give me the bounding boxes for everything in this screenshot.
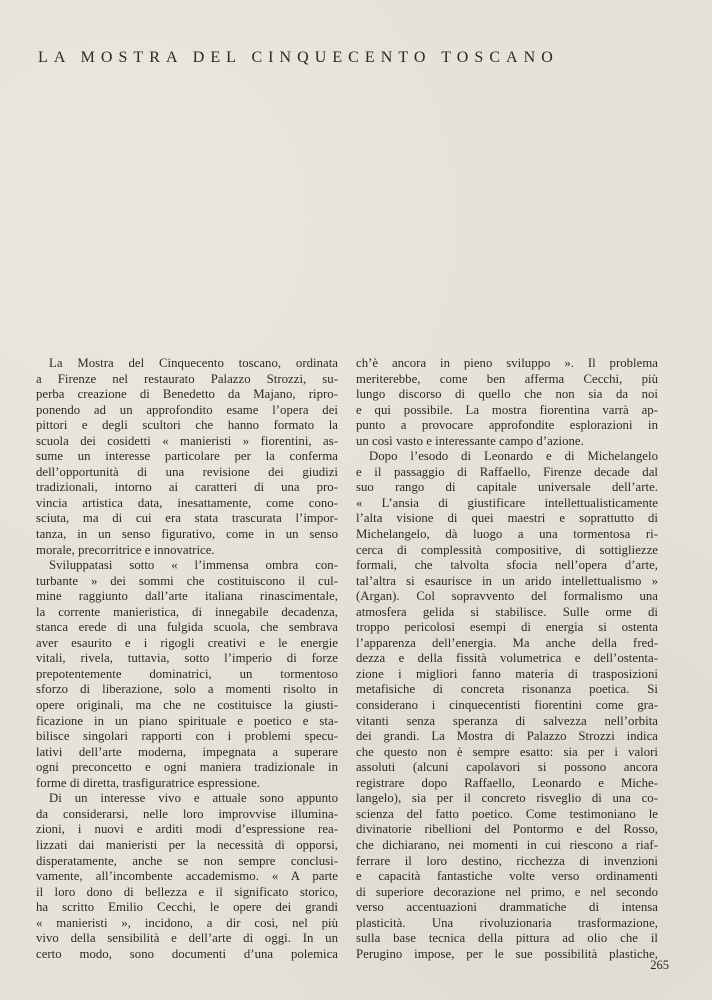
right-line-15: tal’altra si esaurisce in un arido intellettualismo »	[356, 573, 658, 588]
right-line-23: considerano i cinquecentisti fiorentini come gra-	[356, 698, 658, 713]
right-line-14: formali, che talvolta sfocia nell’opera d’arte,	[356, 558, 658, 573]
left-line-13: morale, precorritrice e innovatrice.	[36, 542, 215, 557]
left-line-19: aver esaurito e i rigogli creativi e le energie	[36, 635, 338, 650]
right-line-31: divinatorie ribellioni del Pontormo e del Rosso,	[356, 822, 658, 837]
left-line-36: ha scritto Emilio Cecchi, le opere dei grandi	[36, 900, 338, 915]
left-line-30: da considerarsi, nelle loro improvvise illumina-	[36, 806, 338, 821]
blank-illustration-area	[36, 82, 660, 344]
right-line-27: assoluti (alcuni capolavori si possono ancora	[356, 760, 658, 775]
right-line-18: troppo pericolosi esempi di energia si ostenta	[356, 620, 658, 635]
right-line-3: lungo discorso di quello che non sia da noi	[356, 387, 658, 402]
left-line-32: lizzati dai manieristi per la necessità di opporsi,	[36, 837, 338, 852]
left-line-34: vamente, all’incombente accademismo. « A parte	[36, 869, 338, 884]
right-line-16: (Argan). Col sopravvento del formalismo una	[356, 589, 658, 604]
left-line-17: la corrente manieristica, di innegabile decadenza,	[36, 604, 338, 619]
left-line-39: certo modo, sono documenti d’una polemica	[36, 946, 338, 961]
left-line-24: ficazione in un piano spirituale e poetico e sta-	[36, 713, 338, 728]
right-line-34: e capacità fantastiche volte verso ordinamenti	[356, 869, 658, 884]
left-line-8: dell’opportunità di una revisione dei giudizi	[36, 464, 338, 479]
running-head-title: LA MOSTRA DEL CINQUECENTO TOSCANO	[38, 49, 559, 66]
right-line-26: che questo non è sempre esatto: sia per i valori	[356, 744, 658, 759]
left-line-23: opere originali, ma che ne costituisce la giusti-	[36, 698, 338, 713]
left-line-7: sume un interesse particolare per la conferma	[36, 449, 338, 464]
right-line-10: « L’ansia di giustificare intellettualisticamente	[356, 495, 658, 510]
left-line-22: sforzo di liberazione, solo a momenti risolto in	[36, 682, 338, 697]
left-line-27: ogni preconcetto e ogni maniera tradizionale in	[36, 760, 338, 775]
right-line-32: che dichiarano, nei momenti in cui riescono a riaf-	[356, 837, 658, 852]
left-line-20: vitali, rivela, tuttavia, sotto l’imperio di forze	[36, 651, 338, 666]
left-line-1: La Mostra del Cinquecento toscano, ordinata	[49, 356, 338, 370]
left-line-4: ponendo ad un approfondito esame l’opera dei	[36, 402, 338, 417]
right-line-13: cerca di complessità compositive, di sottigliezze	[356, 542, 658, 557]
left-line-38: vivo della sensibilità e dell’arte di oggi. In un	[36, 931, 338, 946]
left-line-6: scuola dei cosidetti « manieristi » fiorentini, as-	[36, 433, 338, 448]
left-line-14: Sviluppatasi sotto « l’immensa ombra con-	[49, 558, 338, 573]
right-line-33: ferrare il loro destino, ricchezza di invenzioni	[356, 853, 658, 868]
right-line-2: meriterebbe, come ben afferma Cecchi, più	[356, 371, 658, 386]
right-line-22: metafisiche di concreta risonanza poetica. Si	[356, 682, 658, 697]
right-line-20: dezza e della fissità volumetrica e dell’ostenta-	[356, 651, 658, 666]
right-line-4: e qui possibile. La mostra fiorentina varrà ap-	[356, 402, 658, 417]
right-line-35: di superiore decorazione nel primo, e nel secondo	[356, 884, 658, 899]
right-line-36: verso accentuazioni drammatiche di intensa	[356, 900, 658, 915]
left-line-16: mine raggiunto dall’arte italiana rinascimentale,	[36, 589, 338, 604]
right-line-37: plasticità. Una rivoluzionaria trasformazione,	[356, 915, 658, 930]
right-line-24: vitanti senza speranza di salvezza nell’orbita	[356, 713, 658, 728]
left-line-33: disperatamente, anche se non sempre conclusi-	[36, 853, 338, 868]
right-line-25: dei grandi. La Mostra di Palazzo Strozzi indica	[356, 729, 658, 744]
right-line-6: un così vasto e interessante campo d’azione.	[356, 433, 584, 448]
right-line-21: zione i migliori fanno materia di trasposizioni	[356, 666, 658, 681]
left-line-28: forme di diretta, trasfiguratrice espressione.	[36, 775, 260, 790]
left-line-15: turbante » dei sommi che costituiscono il cul-	[36, 573, 338, 588]
right-line-8: e il passaggio di Raffaello, Firenze decade dal	[356, 464, 658, 479]
left-line-3: perba creazione di Benedetto da Majano, ripro-	[36, 387, 338, 402]
left-line-21: prepotentemente dominatrici, un tormentoso	[36, 666, 338, 681]
left-line-29: Di un interesse vivo e attuale sono appunto	[49, 791, 338, 806]
right-line-17: atmosfera gelida si stabilisce. Sulle orme di	[356, 604, 658, 619]
right-line-9: suo rango di capitale universale dell’arte.	[356, 480, 658, 495]
left-line-11: sciuta, ma di cui era stata trascurata l’impor-	[36, 511, 338, 526]
left-line-9: tradizionali, intorno ai caratteri di una pro-	[36, 480, 338, 495]
left-line-18: stanca erede di una fulgida scuola, che sembrava	[36, 620, 338, 635]
right-line-39: Perugino impose, per le sue possibilità plastiche,	[356, 946, 658, 961]
page-number: 265	[650, 958, 669, 972]
left-line-35: il loro dono di bellezza e il significato storico,	[36, 884, 338, 899]
right-line-38: sulla base tecnica della pittura ad olio che il	[356, 931, 658, 946]
right-line-28: registrare dopo Raffaello, Leonardo e Miche-	[356, 775, 658, 790]
left-text-column	[36, 356, 338, 961]
left-line-26: lativi dell’arte moderna, impegnata a superare	[36, 744, 338, 759]
right-line-5: punto a provocare approfondite esplorazioni in	[356, 418, 658, 433]
right-line-19: l’apparenza dell’energia. Ma anche della fred-	[356, 635, 658, 650]
right-line-30: scienza del fatto poetico. Come testimoniano le	[356, 806, 658, 821]
right-line-1: ch’è ancora in pieno sviluppo ». Il problema	[356, 356, 658, 370]
left-line-12: tanza, in un senso figurativo, come in un senso	[36, 527, 338, 542]
right-line-12: Michelangelo, dà luogo a una tormentosa ri-	[356, 527, 658, 542]
right-line-11: l’alta visione di quei maestri e soprattutto di	[356, 511, 658, 526]
left-line-2: a Firenze nel restaurato Palazzo Strozzi, su-	[36, 371, 338, 386]
right-line-7: Dopo l’esodo di Leonardo e di Michelangelo	[369, 449, 658, 464]
right-text-column	[356, 356, 658, 961]
left-line-10: vincia artistica data, inesattamente, come cono-	[36, 495, 338, 510]
left-line-31: zioni, i nuovi e arditi modi d’espressione rea-	[36, 822, 338, 837]
left-line-25: bilisce singolari rapporti con i problemi specu-	[36, 729, 338, 744]
right-line-29: langelo), sia per il concreto risveglio di una co-	[356, 791, 658, 806]
left-line-5: pittori e degli scultori che hanno formato la	[36, 418, 338, 433]
left-line-37: « manieristi », incidono, a dir così, nel più	[36, 915, 338, 930]
